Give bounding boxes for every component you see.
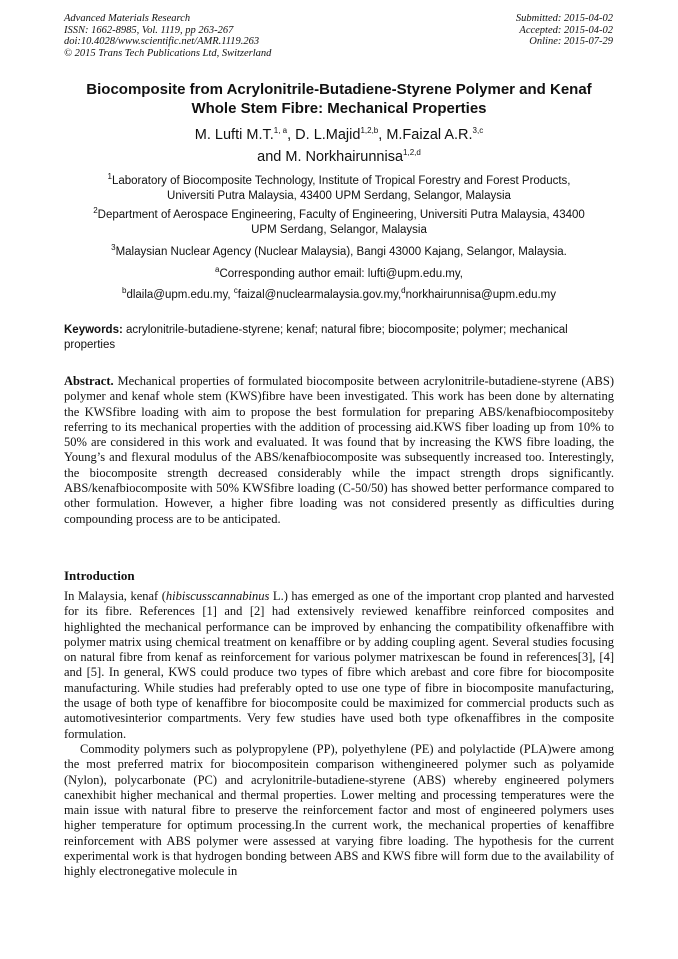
author-4: M. Norkhairunnisa <box>285 149 404 165</box>
author-3-sup: 3,c <box>472 126 484 136</box>
title-line-2: Whole Stem Fibre: Mechanical Properties <box>191 99 487 117</box>
author-and: and <box>257 149 286 165</box>
paper-title <box>54 81 624 118</box>
introduction-body <box>64 589 614 880</box>
email-d-sup: d <box>401 286 406 296</box>
issn-line: ISSN: 1662-8985, Vol. 1119, pp 263-267 <box>64 24 234 36</box>
affiliation-1-line-1: Laboratory of Biocomposite Technology, Institute of Tropical Forestry and Forest Products, <box>111 175 571 187</box>
title-line-1: Biocomposite from Acrylonitrile-Butadiene-Styrene Polymer and Kenaf <box>86 81 592 98</box>
doi-line: doi:10.4028/www.scientific.net/AMR.1119.263 <box>64 36 260 47</box>
affiliation-2 <box>60 208 618 238</box>
author-sep-1: , <box>287 127 296 143</box>
corresponding-author-text: Corresponding author email: lufti@upm.edu.my, <box>219 268 463 280</box>
author-3: M.Faizal A.R. <box>386 127 473 143</box>
affiliation-1-line-2: Universiti Putra Malaysia, 43400 UPM Serdang, Selangor, Malaysia <box>167 190 511 202</box>
authors-line-2 <box>54 146 624 168</box>
accepted-date: Accepted: 2015-04-02 <box>519 24 613 36</box>
submitted-date: Submitted: 2015-04-02 <box>515 13 613 24</box>
section-heading-introduction: Introduction <box>64 568 135 583</box>
keywords <box>64 323 614 352</box>
online-date: Online: 2015-07-29 <box>529 36 613 47</box>
email-b-sup: b <box>121 286 127 296</box>
journal-header-right <box>516 13 613 48</box>
journal-header-left <box>64 13 271 59</box>
affiliation-2-line-1: Department of Aerospace Engineering, Faculty of Engineering, Universiti Putra Malaysia, 43400 <box>97 209 585 221</box>
journal-name: Advanced Materials Research <box>64 13 191 24</box>
affiliation-3-line-1: Malaysian Nuclear Agency (Nuclear Malaysia), Bangi 43000 Kajang, Selangor, Malaysia. <box>115 246 567 258</box>
corresponding-email <box>60 267 618 282</box>
author-2-sup: 1,2,b <box>360 126 379 136</box>
affiliation-3-sup: 3 <box>111 243 116 253</box>
author-1: M. Lufti M.T. <box>194 127 274 143</box>
affiliation-2-sup: 2 <box>93 206 98 216</box>
abstract-label: Abstract. <box>64 374 114 388</box>
email-c: faizal@nuclearmalaysia.gov.my, <box>237 289 402 301</box>
author-list <box>54 124 624 168</box>
corresponding-sup: a <box>215 265 220 275</box>
authors-line-1 <box>54 124 624 146</box>
author-4-sup: 1,2,d <box>403 148 421 158</box>
abstract-text: Mechanical properties of formulated biocomposite between acrylonitrile-butadiene-styrene (ABS) polymer and kenaf whole stem (KWS)fibre have been investigated. This work has been done by alternating the KWSfibre loading with aim to propose the best formulation for preparing ABS/kenafbiocompositeby referring to its mechanical properties with the addition of processing aid.KWS fiber loading up from 10% to 50% are considered in this work and evaluated. It was found that by increasing the KWS fibre loading, the Young’s and flexural modulus of the ABS/kenafbiocomposite was subsequently increased too. Interestingly, the biocomposite strength decreased considerably while the impact strength drops significantly. ABS/kenafbiocomposite with 50% KWSfibre loading (C-50/50) has showed better performance compared to other formulation. However, a higher fibre loading was not considered presently as difficulties during compounding process are to be anticipated. <box>64 374 614 526</box>
introduction-paragraph-2: Commodity polymers such as polypropylene (PP), polyethylene (PE) and polylactide (PLA)were among the most preferred matrix for biocompositein comparison withengineered polymer such as polyamide (Nylon), polycarbonate (PC) and acrylonitrile-butadiene-styrene (ABS) whereby engineered polymers canexhibit higher mechanical and thermal properties. Lower melting and processing temperatures were the main issue with natural fibre to preserve the reinforcement factor and most of engineered polymers uses higher temperature for optimum processing.In the current work, the mechanical properties of kenaffibre reinforcement with ABS polymer were assessed at varying fibre loading. The hypothesis for the current experimental work is that hydrogen bonding between ABS and KWS fibre will form due to the availability of highly electronegative molecule in <box>64 741 614 879</box>
intro-p1-rest: L.) has emerged as one of the important crop planted and harvested for its fibre. References [1] and [2] had extensively reviewed kenaffibre reinforced composites and highlighted the mechanical performance can be improved by enhancing the compatibility ofkenaffibre with polymer matrix using chemical treatment on kenaffibre or by adding coupling agent. Several studies focusing on natural fibre from kenaf as reinforcement for various polymer matrixescan be found in references[3], [4] and [5]. In general, KWS could produce two types of fibre which arebast and core fibre for biocomposite manufacturing. While studies had preferably opted to use one type of fibre in biocomposite manufacturing, the usage of both type of kenaffibre for biocomposite could be maximized for commercial products such as automotivesinterior compartments. Very few studies have used both type ofkenaffibres in the composite formulation. <box>64 589 614 741</box>
affiliation-3 <box>60 245 618 260</box>
affiliation-1-sup: 1 <box>107 172 112 182</box>
email-b: dlaila@upm.edu.my, <box>126 289 234 301</box>
species-name: hibiscusscannabinus <box>165 589 270 603</box>
author-sep-2: , <box>378 127 387 143</box>
copyright-line: © 2015 Trans Tech Publications Ltd, Switzerland <box>64 47 272 59</box>
keywords-text: acrylonitrile-butadiene-styrene; kenaf; natural fibre; biocomposite; polymer; mechanical properties <box>64 324 568 351</box>
keywords-label: Keywords: <box>64 324 123 336</box>
email-d: norkhairunnisa@upm.edu.my <box>405 289 556 301</box>
author-1-sup: 1, a <box>273 126 288 136</box>
affiliation-2-line-2: UPM Serdang, Selangor, Malaysia <box>251 224 427 236</box>
author-emails <box>60 288 618 303</box>
intro-p1-start: In Malaysia, kenaf ( <box>64 589 166 603</box>
affiliation-1 <box>60 174 618 204</box>
author-2: D. L.Majid <box>295 127 361 143</box>
abstract <box>64 374 614 527</box>
email-c-sup: c <box>233 286 238 296</box>
introduction-paragraph-1 <box>64 589 614 742</box>
